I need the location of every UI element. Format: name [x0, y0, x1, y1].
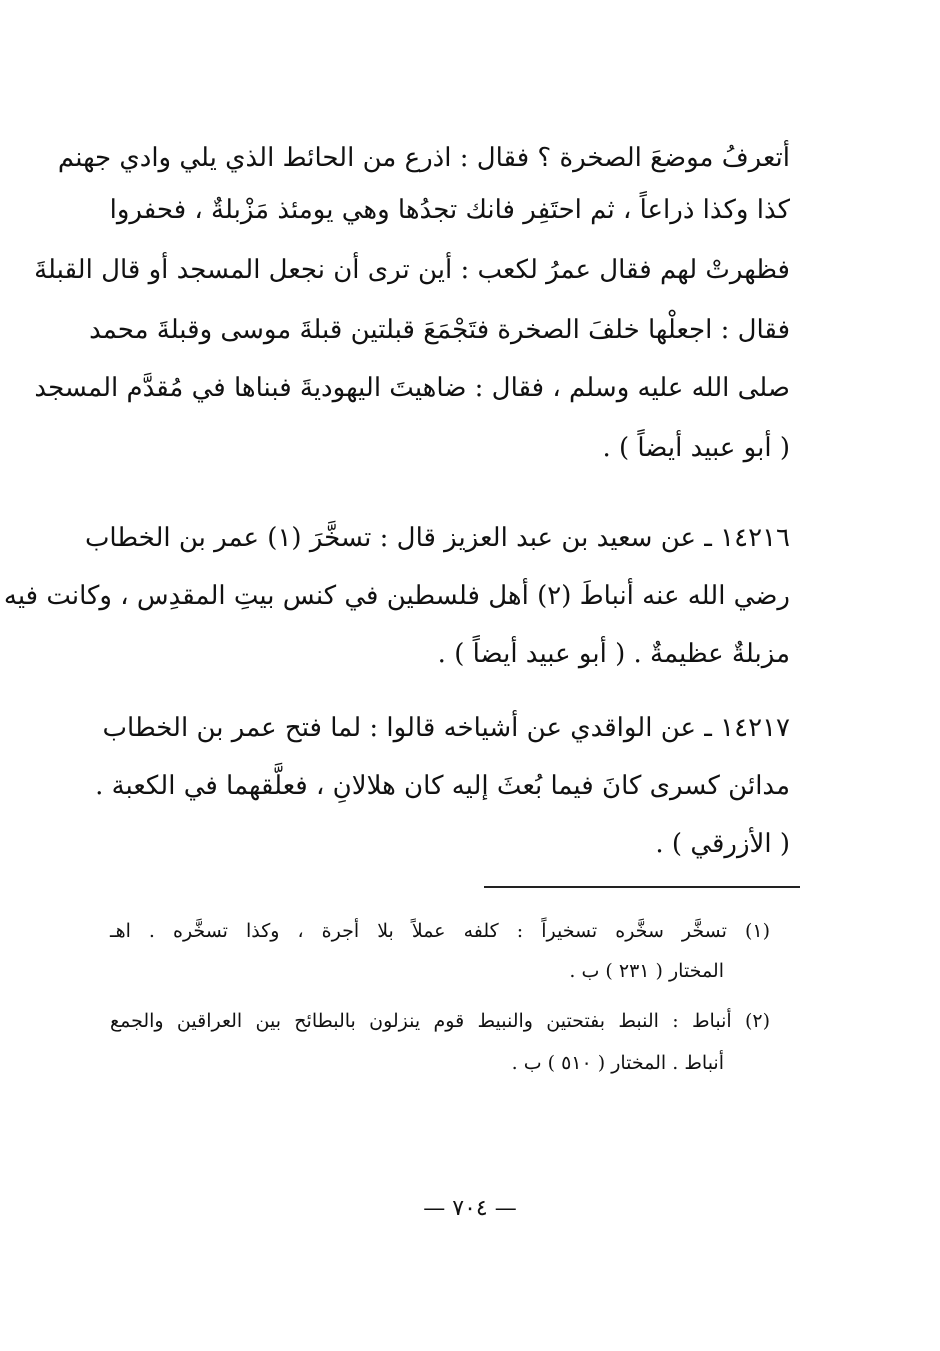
page-number: — ٧٠٤ — — [423, 1196, 517, 1221]
body-line: أتعرفُ موضعَ الصخرة ؟ فقال : اذرع من الحائط الذي يلي وادي جهنم — [57, 143, 790, 173]
body-line: فظهرتْ لهم فقال عمرُ لكعب : أين ترى أن نجعل المسجد أو قال القبلةَ — [34, 255, 790, 285]
body-line: صلى الله عليه وسلم ، فقال : ضاهيتَ اليهوديةَ فبناها في مُقدَّم المسجد — [34, 373, 790, 403]
citation-line: ( أبو عبيد أيضاً ) . — [602, 433, 790, 463]
footnote-1-continuation: المختار ( ٢٣١ ) ب . — [569, 960, 724, 982]
hadith-heading-14216: ١٤٢١٦ ـ عن سعيد بن عبد العزيز قال : تسخَّرَ (١) عمر بن الخطاب — [84, 523, 790, 553]
footnote-2: (٢) أنباط : النبط بفتحتين والنبيط قوم ينزلون بالبطائح بين العراقين والجمع — [110, 1010, 770, 1032]
footnote-1: (١) تسخَّر سخَّره تسخيراً : كلفه عملاً بلا أجرة ، وكذا تسخَّره . اهـ — [110, 920, 770, 942]
footnote-separator — [484, 886, 800, 888]
body-line: رضي الله عنه أنباطَ (٢) أهل فلسطين في كنس بيتِ المقدِس ، وكانت فيه — [3, 581, 790, 611]
citation-line: مزبلةٌ عظيمةٌ . ( أبو عبيد أيضاً ) . — [437, 639, 790, 669]
hadith-heading-14217: ١٤٢١٧ ـ عن الواقدي عن أشياخه قالوا : لما فتح عمر بن الخطاب — [102, 713, 790, 743]
citation-line: ( الأزرقي ) . — [655, 829, 790, 859]
footnote-2-continuation: أنباط . المختار ( ٥١٠ ) ب . — [511, 1052, 724, 1074]
body-line: كذا وكذا ذراعاً ، ثم احتَفِر فانك تجدُها وهي يومئذ مَزْبلةٌ ، فحفروا — [109, 195, 790, 225]
body-line: فقال : اجعلْها خلفَ الصخرة فتَجْمَعَ قبلتين قبلةَ موسى وقبلةَ محمد — [89, 315, 790, 345]
body-line: مدائن كسرى كانَ فيما بُعثَ إليه كان هلالانِ ، فعلَّقهما في الكعبة . — [95, 771, 790, 801]
